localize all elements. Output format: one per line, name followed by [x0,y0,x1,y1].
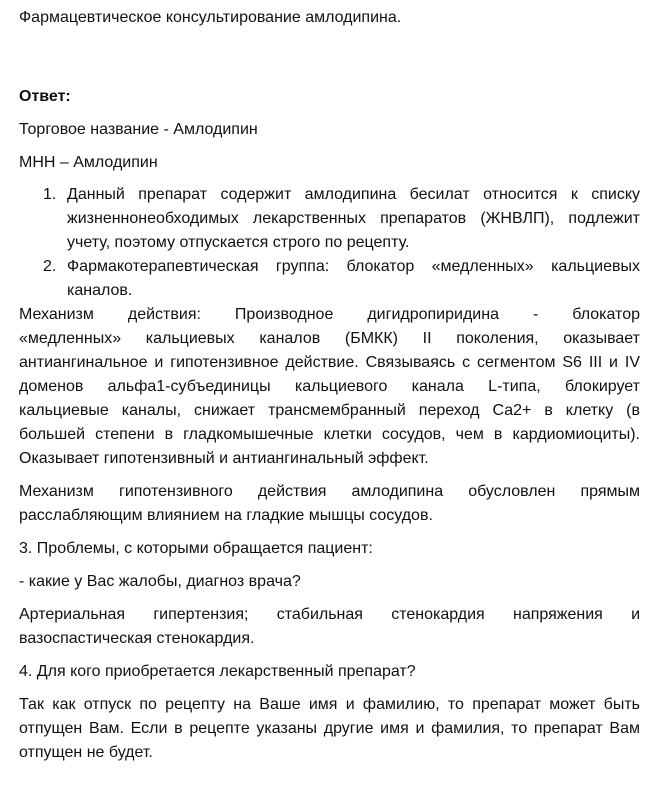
list-line: каналов. [67,282,133,299]
paragraph-line: отпущен Вам. Если в рецепте указаны другие имя и фамилия, то препарат Вам [19,720,640,737]
mechanism-paragraph [19,303,640,471]
paragraph-line: Артериальная гипертензия; стабильная стенокардия напряжения и [19,606,640,623]
inn-name: МНН – Амлодипин [19,154,158,171]
paragraph-line: расслабляющим влиянием на гладкие мышцы сосудов. [19,507,433,524]
paragraph-line: Механизм действия: Производное дигидропиридина - блокатор [19,306,640,323]
paragraph-line: Так как отпуск по рецепту на Ваше имя и фамилию, то препарат может быть [19,696,640,713]
hypotensive-paragraph [19,480,640,528]
question-3-sub: - какие у Вас жалобы, диагноз врача? [19,573,301,590]
list-line: жизненнонеобходимых лекарственных препаратов (ЖНВЛП), подлежит [67,210,640,227]
paragraph-line: отпущен не будет. [19,744,153,761]
paragraph-line: Оказывает гипотензивный и антиангинальный эффект. [19,450,429,467]
diagnosis-paragraph [19,603,640,651]
question-3: 3. Проблемы, с которыми обращается пациент: [19,540,373,557]
answer-4-paragraph [19,693,640,765]
numbered-list [19,183,640,303]
list-item [19,255,640,303]
list-number: 2. [43,258,57,275]
paragraph-line: Механизм гипотензивного действия амлодипина обусловлен прямым [19,483,640,500]
list-item [19,183,640,255]
paragraph-line: антиангинальное и гипотензивное действие. Связываясь с сегментом S6 III и IV [19,354,640,371]
paragraph-line: кальциевые каналы, снижает трансмембранный переход Са2+ в клетку (в [19,402,640,419]
list-line: Данный препарат содержит амлодипина бесилат относится к списку [67,186,640,203]
list-line: учету, поэтому отпускается строго по рецепту. [67,234,410,251]
list-line: Фармакотерапевтическая группа: блокатор «медленных» кальциевых [67,258,640,275]
answer-label: Ответ: [19,88,71,105]
paragraph-line: «медленных» кальциевых каналов (БМКК) II поколения, оказывает [19,330,640,347]
trade-name: Торговое название - Амлодипин [19,121,258,138]
question-4: 4. Для кого приобретается лекарственный препарат? [19,663,416,680]
paragraph-line: доменов альфа1-субъединицы кальциевого канала L-типа, блокирует [19,378,640,395]
paragraph-line: большей степени в гладкомышечные клетки сосудов, чем в кардиомиоциты). [19,426,640,443]
document-title: Фармацевтическое консультирование амлодипина. [19,9,402,26]
paragraph-line: вазоспастическая стенокардия. [19,630,255,647]
list-number: 1. [43,186,57,203]
